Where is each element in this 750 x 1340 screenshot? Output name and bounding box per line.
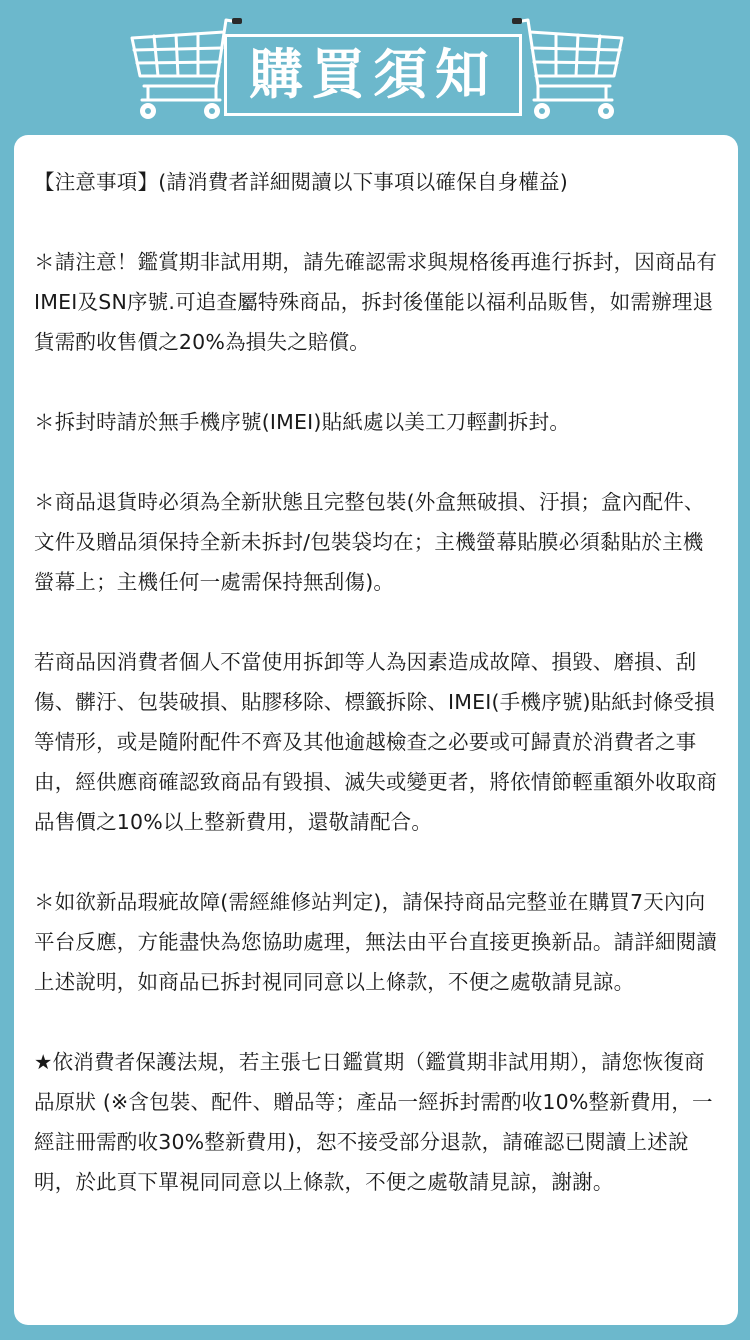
notice-paragraph-inspection: ＊請注意！鑑賞期非試用期，請先確認需求與規格後再進行拆封，因商品有IMEI及SN序號.可追查屬特殊商品，拆封後僅能以福利品販售，如需辦理退貨需酌收售價之20%為損失之賠償。: [34, 250, 718, 354]
notice-paragraph-unsealing: ＊拆封時請於無手機序號(IMEI)貼紙處以美工刀輕劃拆封。: [34, 410, 571, 434]
title-frame: [224, 34, 522, 116]
notice-paragraph-return-condition: ＊商品退貨時必須為全新狀態且完整包裝(外盒無破損、汙損；盒內配件、文件及贈品須保持全新未拆封/包裝袋均在；主機螢幕貼膜必須黏貼於主機螢幕上；主機任何一處需保持無刮傷)。: [34, 490, 705, 594]
notice-heading: 【注意事項】(請消費者詳細閱讀以下事項以確保自身權益): [34, 170, 568, 194]
notice-card: [14, 135, 738, 1325]
shopping-cart-icon: [510, 14, 630, 124]
header-banner: [0, 0, 750, 135]
notice-paragraph-damage-fee: 若商品因消費者個人不當使用拆卸等人為因素造成故障、損毀、磨損、刮傷、髒汙、包裝破損、貼膠移除、標籤拆除、IMEI(手機序號)貼紙封條受損等情形，或是隨附配件不齊及其他逾越檢查之必要或可歸責於消費者之事由，經供應商確認致商品有毀損、滅失或變更者，將依情節輕重額外收取商品售價之10%以上整新費用，還敬請配合。: [34, 650, 718, 834]
page-title: 購買須知: [249, 43, 497, 106]
notice-paragraph-defect: ＊如欲新品瑕疵故障(需經維修站判定)，請保持商品完整並在購買7天內向平台反應，方能盡快為您協助處理，無法由平台直接更換新品。請詳細閱讀上述說明，如商品已拆封視同同意以上條款，不便之處敬請見諒。: [34, 890, 718, 994]
notice-paragraph-consumer-law: ★依消費者保護法規，若主張七日鑑賞期（鑑賞期非試用期），請您恢復商品原狀 (※含包裝、配件、贈品等；產品一經拆封需酌收10%整新費用，一經註冊需酌收30%整新費用)，恕不接受部分退款，請確認已閱讀上述說明，於此頁下單視同同意以上條款，不便之處敬請見諒，謝謝。: [34, 1050, 713, 1194]
